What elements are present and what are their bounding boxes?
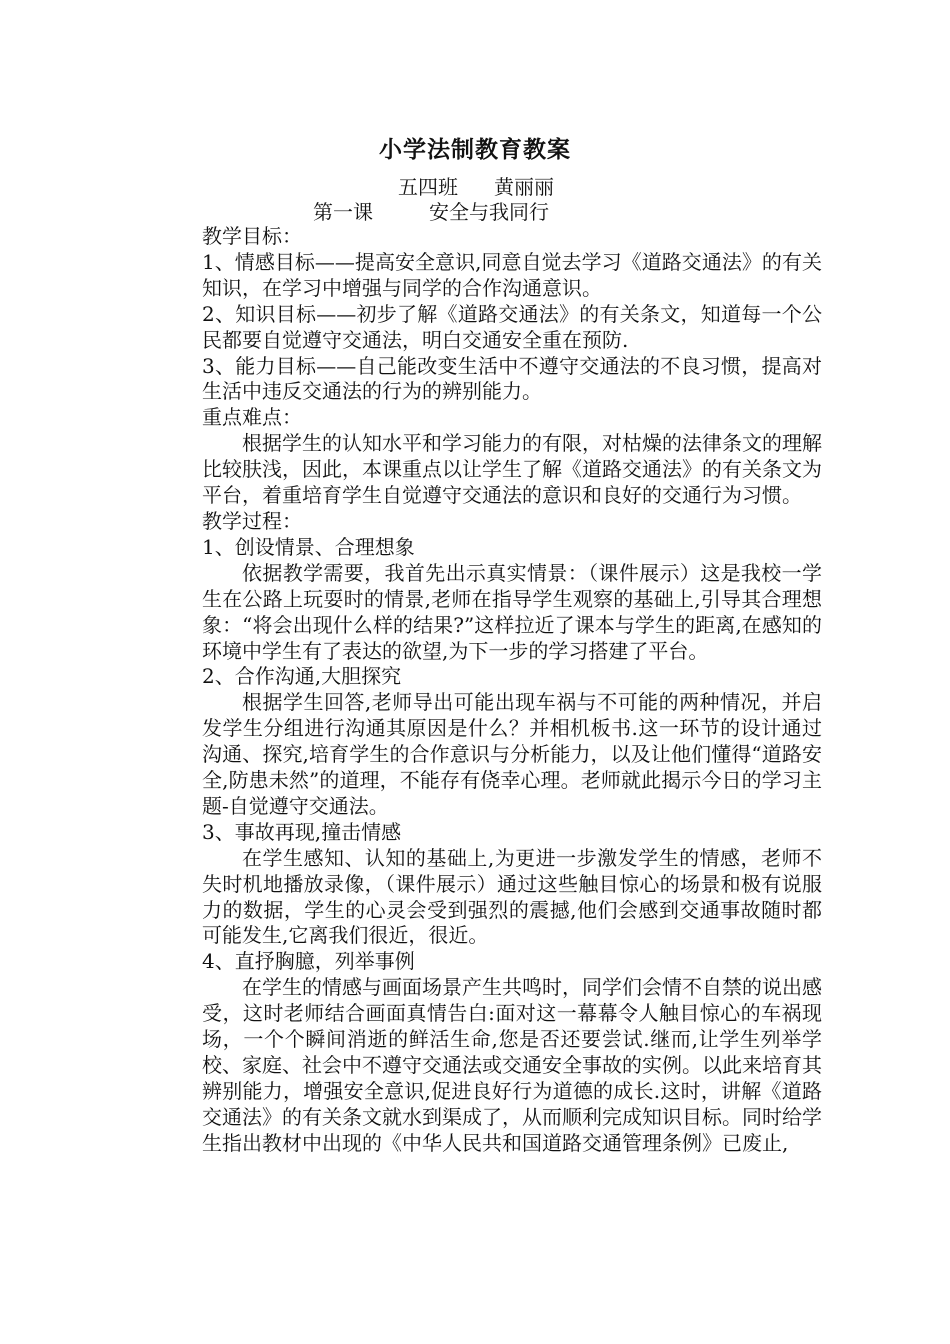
paragraph: 依据教学需要，我首先出示真实情景：（课件展示）这是我校一学生在公路上玩耍时的情景,老师在指导学生观察的基础上,引导其合理想象：“将会出现什么样的结果?”这样拉近了课本与学生的距离,在感知的环境中学生有了表达的欲望,为下一步的学习搭建了平台。 bbox=[202, 560, 822, 663]
paragraph: 3、能力目标——自己能改变生活中不遵守交通法的不良习惯，提高对生活中违反交通法的行为的辨别能力。 bbox=[202, 353, 822, 404]
paragraph: 1、创设情景、合理想象 bbox=[202, 534, 415, 559]
lesson-number: 第一课 bbox=[313, 200, 373, 224]
paragraph: 根据学生回答,老师导出可能出现车祸与不可能的两种情况，并启发学生分组进行沟通其原因是什么？并相机板书.这一环节的设计通过沟通、探究,培育学生的合作意识与分析能力，以及让他们懂得“道路安全,防患未然”的道理，不能存有侥幸心理。老师就此揭示今日的学习主题-自觉遵守交通法。 bbox=[202, 690, 822, 818]
paragraph: 3、事故再现,撞击情感 bbox=[202, 819, 402, 844]
paragraph: 2、知识目标——初步了解《道路交通法》的有关条文，知道每一个公民都要自觉遵守交通法，明白交通安全重在预防. bbox=[202, 301, 822, 352]
paragraph: 在学生的情感与画面场景产生共鸣时，同学们会情不自禁的说出感受，这时老师结合画面真情告白:面对这一幕幕令人触目惊心的车祸现场，一个个瞬间消逝的鲜活生命,您是否还要尝试.继而,让学生列举学校、家庭、社会中不遵守交通法或交通安全事故的实例。以此来培育其辨别能力，增强安全意识,促进良好行为道德的成长.这时，讲解《道路交通法》的有关条文就水到渠成了，从而顺利完成知识目标。同时给学生指出教材中出现的《中华人民共和国道路交通管理条例》已废止, bbox=[202, 975, 822, 1155]
paragraph: 重点难点： bbox=[202, 405, 302, 430]
document-body bbox=[202, 224, 822, 1157]
author-name: 黄丽丽 bbox=[494, 175, 554, 199]
paragraph: 教学过程： bbox=[202, 508, 302, 533]
document-title: 小学法制教育教案 bbox=[379, 136, 571, 163]
paragraph: 1、情感目标——提高安全意识,同意自觉去学习《道路交通法》的有关知识，在学习中增强与同学的合作沟通意识。 bbox=[202, 249, 822, 300]
paragraph: 根据学生的认知水平和学习能力的有限，对枯燥的法律条文的理解比较肤浅，因此，本课重点以让学生了解《道路交通法》的有关条文为平台，着重培育学生自觉遵守交通法的意识和良好的交通行为习惯。 bbox=[202, 431, 822, 508]
byline bbox=[398, 173, 554, 201]
paragraph: 教学目标： bbox=[202, 224, 302, 248]
lesson-title: 安全与我同行 bbox=[429, 200, 549, 224]
lesson-heading bbox=[313, 198, 549, 226]
paragraph: 4、直抒胸臆，列举事例 bbox=[202, 949, 415, 974]
paragraph: 2、合作沟通,大胆探究 bbox=[202, 664, 402, 689]
class-name: 五四班 bbox=[398, 175, 458, 199]
paragraph: 在学生感知、认知的基础上,为更进一步激发学生的情感，老师不失时机地播放录像，（课件展示）通过这些触目惊心的场景和极有说服力的数据，学生的心灵会受到强烈的震撼,他们会感到交通事故随时都可能发生,它离我们很近，很近。 bbox=[202, 845, 822, 948]
